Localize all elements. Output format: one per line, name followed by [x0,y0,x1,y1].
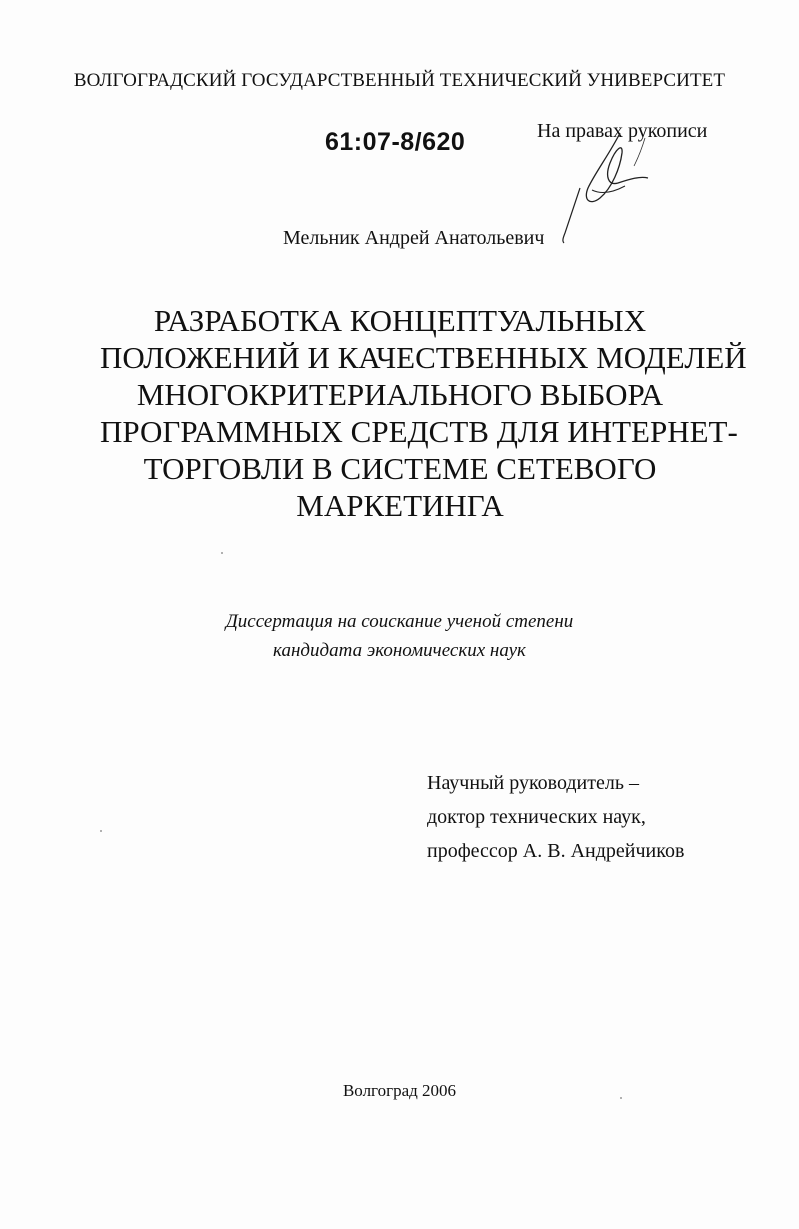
title-line: ТОРГОВЛИ В СИСТЕМЕ СЕТЕВОГО [143,451,657,486]
scan-speck [221,552,223,554]
catalog-number: 61:07-8/620 [325,128,466,156]
university-name: ВОЛГОГРАДСКИЙ ГОСУДАРСТВЕННЫЙ ТЕХНИЧЕСКИЙ УНИВЕРСИТЕТ [73,70,726,91]
handwritten-signature [550,128,660,248]
author-name: Мельник Андрей Анатольевич [283,227,545,249]
title-line: МАРКЕТИНГА [296,488,504,523]
title-line: РАЗРАБОТКА КОНЦЕПТУАЛЬНЫХ [153,303,647,338]
title-line: ПОЛОЖЕНИЙ И КАЧЕСТВЕННЫХ МОДЕЛЕЙ [100,340,747,375]
supervisor-line: Научный руководитель – [427,772,639,794]
supervisor-line: доктор технических наук, [427,806,646,828]
degree-statement [0,607,799,665]
degree-line: Диссертация на соискание ученой степени [225,611,574,632]
supervisor-block [427,766,684,868]
title-line: ПРОГРАММНЫХ СРЕДСТВ ДЛЯ ИНТЕРНЕТ- [100,414,738,449]
degree-line: кандидата экономических наук [273,640,526,661]
manuscript-note: На правах рукописи [537,120,708,142]
scan-speck [620,1097,622,1099]
supervisor-line: профессор А. В. Андрейчиков [427,840,685,862]
scan-speck [100,830,102,832]
city-year: Волгоград 2006 [342,1081,457,1100]
title-line: МНОГОКРИТЕРИАЛЬНОГО ВЫБОРА [136,377,664,412]
dissertation-title [100,302,747,524]
